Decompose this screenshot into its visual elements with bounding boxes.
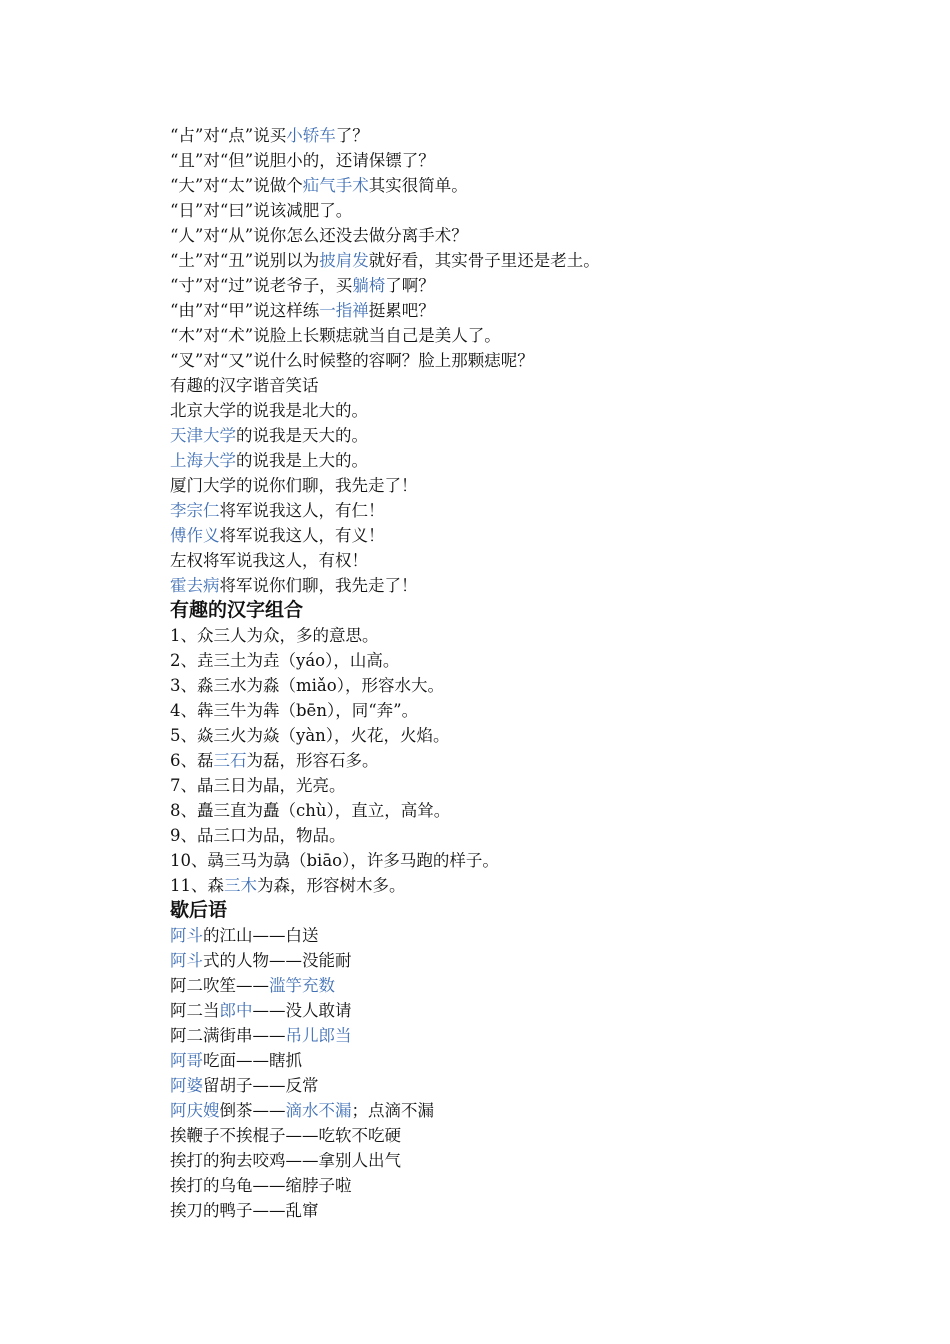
keyword-link[interactable]: 小轿车 [286, 126, 336, 145]
section-heading: 有趣的汉字组合 [170, 599, 304, 621]
text-line [170, 1148, 870, 1173]
keyword-link[interactable]: 三木 [224, 876, 257, 895]
text-line [170, 1073, 870, 1098]
text-line [170, 673, 870, 698]
text-segment: 挨鞭子不挨棍子——吃软不吃硬 [170, 1126, 401, 1145]
text-line [170, 348, 870, 373]
text-segment: 将军说你们聊，我先走了！ [219, 576, 418, 595]
text-segment: 左权将军说我这人，有权！ [170, 551, 368, 570]
text-line [170, 573, 870, 598]
text-line [170, 448, 870, 473]
text-segment: 3、淼三水为淼（miǎo），形容水大。 [170, 676, 444, 695]
text-line [170, 473, 870, 498]
text-segment: 了？ [335, 126, 369, 145]
keyword-link[interactable]: 天津大学 [170, 426, 236, 445]
keyword-link[interactable]: 吊儿郎当 [285, 1026, 352, 1045]
section-heading: 歇后语 [170, 899, 228, 921]
text-line [170, 1048, 870, 1073]
text-segment: 将军说我这人，有仁！ [219, 501, 385, 520]
text-line [170, 948, 870, 973]
text-line [170, 748, 870, 773]
text-segment: 其实很简单。 [368, 176, 468, 195]
keyword-link[interactable]: 霍去病 [170, 576, 220, 595]
section-s3 [170, 898, 870, 1223]
text-line [170, 498, 870, 523]
document-page [170, 123, 870, 1223]
keyword-link[interactable]: 滥竽充数 [269, 976, 335, 995]
keyword-link[interactable]: 郎中 [219, 1001, 253, 1020]
text-line [170, 373, 870, 398]
text-segment: 9、品三口为品，物品。 [170, 826, 346, 845]
text-line [170, 973, 870, 998]
keyword-link[interactable]: 傅作义 [170, 526, 220, 545]
text-segment: 5、焱三火为焱（yàn），火花，火焰。 [170, 726, 450, 745]
text-segment: 6、磊 [170, 751, 214, 770]
text-line [170, 198, 870, 223]
keyword-link[interactable]: 躺椅 [352, 276, 386, 295]
text-line [170, 398, 870, 423]
keyword-link[interactable]: 滴水不漏 [285, 1101, 352, 1120]
text-line [170, 148, 870, 173]
text-line [170, 273, 870, 298]
text-segment: 倒茶—— [219, 1101, 286, 1120]
text-segment: 有趣的汉字谐音笑话 [170, 376, 319, 395]
text-line [170, 1098, 870, 1123]
text-line [170, 998, 870, 1023]
text-segment: 就好看，其实骨子里还是老土。 [368, 251, 600, 270]
text-segment: 挨打的乌龟——缩脖子啦 [170, 1176, 352, 1195]
keyword-link[interactable]: 李宗仁 [170, 501, 220, 520]
text-segment: “土”对“丑”说别以为 [170, 251, 320, 270]
text-line [170, 173, 870, 198]
section-s2 [170, 598, 870, 898]
keyword-link[interactable]: 阿哥 [170, 1051, 203, 1070]
text-segment: 挺累吧？ [368, 301, 435, 320]
text-line [170, 123, 870, 148]
keyword-link[interactable]: 阿庆嫂 [170, 1101, 220, 1120]
text-segment: 阿二吹笙—— [170, 976, 269, 995]
text-line [170, 423, 870, 448]
text-line [170, 923, 870, 948]
keyword-link[interactable]: 阿斗 [170, 926, 203, 945]
text-line [170, 773, 870, 798]
text-line [170, 248, 870, 273]
text-segment: 将军说我这人，有义！ [219, 526, 385, 545]
keyword-link[interactable]: 一指禅 [319, 301, 369, 320]
text-segment: ；点滴不漏 [351, 1101, 434, 1120]
text-segment: “占”对“点”说买 [170, 126, 287, 145]
keyword-link[interactable]: 阿婆 [170, 1076, 203, 1095]
text-line [170, 1173, 870, 1198]
text-line [170, 1023, 870, 1048]
text-segment: 2、垚三土为垚（yáo），山高。 [170, 651, 400, 670]
text-line [170, 723, 870, 748]
keyword-link[interactable]: 阿斗 [170, 951, 203, 970]
text-line [170, 798, 870, 823]
section-s1 [170, 123, 870, 598]
text-segment: 式的人物——没能耐 [203, 951, 352, 970]
text-line [170, 323, 870, 348]
text-segment: 北京大学的说我是北大的。 [170, 401, 368, 420]
text-line [170, 1198, 870, 1223]
text-segment: 为森，形容树木多。 [257, 876, 406, 895]
text-line [170, 873, 870, 898]
text-line [170, 648, 870, 673]
keyword-link[interactable]: 三石 [213, 751, 247, 770]
text-line [170, 548, 870, 573]
text-line [170, 848, 870, 873]
text-segment: “木”对“术”说脸上长颗痣就当自己是美人了。 [170, 326, 501, 345]
text-line [170, 823, 870, 848]
text-segment: 的江山——白送 [203, 926, 319, 945]
text-segment: 为磊，形容石多。 [246, 751, 379, 770]
text-segment: “人”对“从”说你怎么还没去做分离手术？ [170, 226, 468, 245]
text-segment: “寸”对“过”说老爷子，买 [170, 276, 353, 295]
text-segment: “叉”对“又”说什么时候整的容啊？脸上那颗痣呢？ [170, 351, 534, 370]
text-segment: 阿二满街串—— [170, 1026, 286, 1045]
text-segment: 1、众三人为众，多的意思。 [170, 626, 379, 645]
keyword-link[interactable]: 疝气手术 [302, 176, 369, 195]
text-segment: 厦门大学的说你们聊，我先走了！ [170, 476, 418, 495]
text-segment: 8、矗三直为矗（chù），直立，高耸。 [170, 801, 451, 820]
text-segment: “大”对“太”说做个 [170, 176, 303, 195]
keyword-link[interactable]: 上海大学 [170, 451, 236, 470]
text-line [170, 298, 870, 323]
keyword-link[interactable]: 披肩发 [319, 251, 369, 270]
text-segment: “由”对“甲”说这样练 [170, 301, 320, 320]
text-segment: “且”对“但”说胆小的，还请保镖了？ [170, 151, 435, 170]
text-segment: 的说我是上大的。 [236, 451, 368, 470]
text-segment: ——没人敢请 [252, 1001, 352, 1020]
text-segment: “日”对“曰”说该减肥了。 [170, 201, 353, 220]
text-segment: 挨打的狗去咬鸡——拿别人出气 [170, 1151, 401, 1170]
text-segment: 4、犇三牛为犇（bēn），同“奔”。 [170, 701, 419, 720]
text-line [170, 223, 870, 248]
text-segment: 留胡子——反常 [203, 1076, 319, 1095]
text-line [170, 623, 870, 648]
text-segment: 挨刀的鸭子——乱窜 [170, 1201, 319, 1220]
text-segment: 阿二当 [170, 1001, 220, 1020]
text-segment: 吃面——瞎抓 [203, 1051, 302, 1070]
text-segment: 10、骉三马为骉（biāo），许多马跑的样子。 [170, 851, 499, 870]
text-segment: 的说我是天大的。 [236, 426, 368, 445]
text-segment: 7、晶三日为晶，光亮。 [170, 776, 346, 795]
text-line [170, 523, 870, 548]
text-line [170, 698, 870, 723]
text-line [170, 1123, 870, 1148]
text-segment: 了啊？ [385, 276, 435, 295]
text-segment: 11、森 [170, 876, 224, 895]
